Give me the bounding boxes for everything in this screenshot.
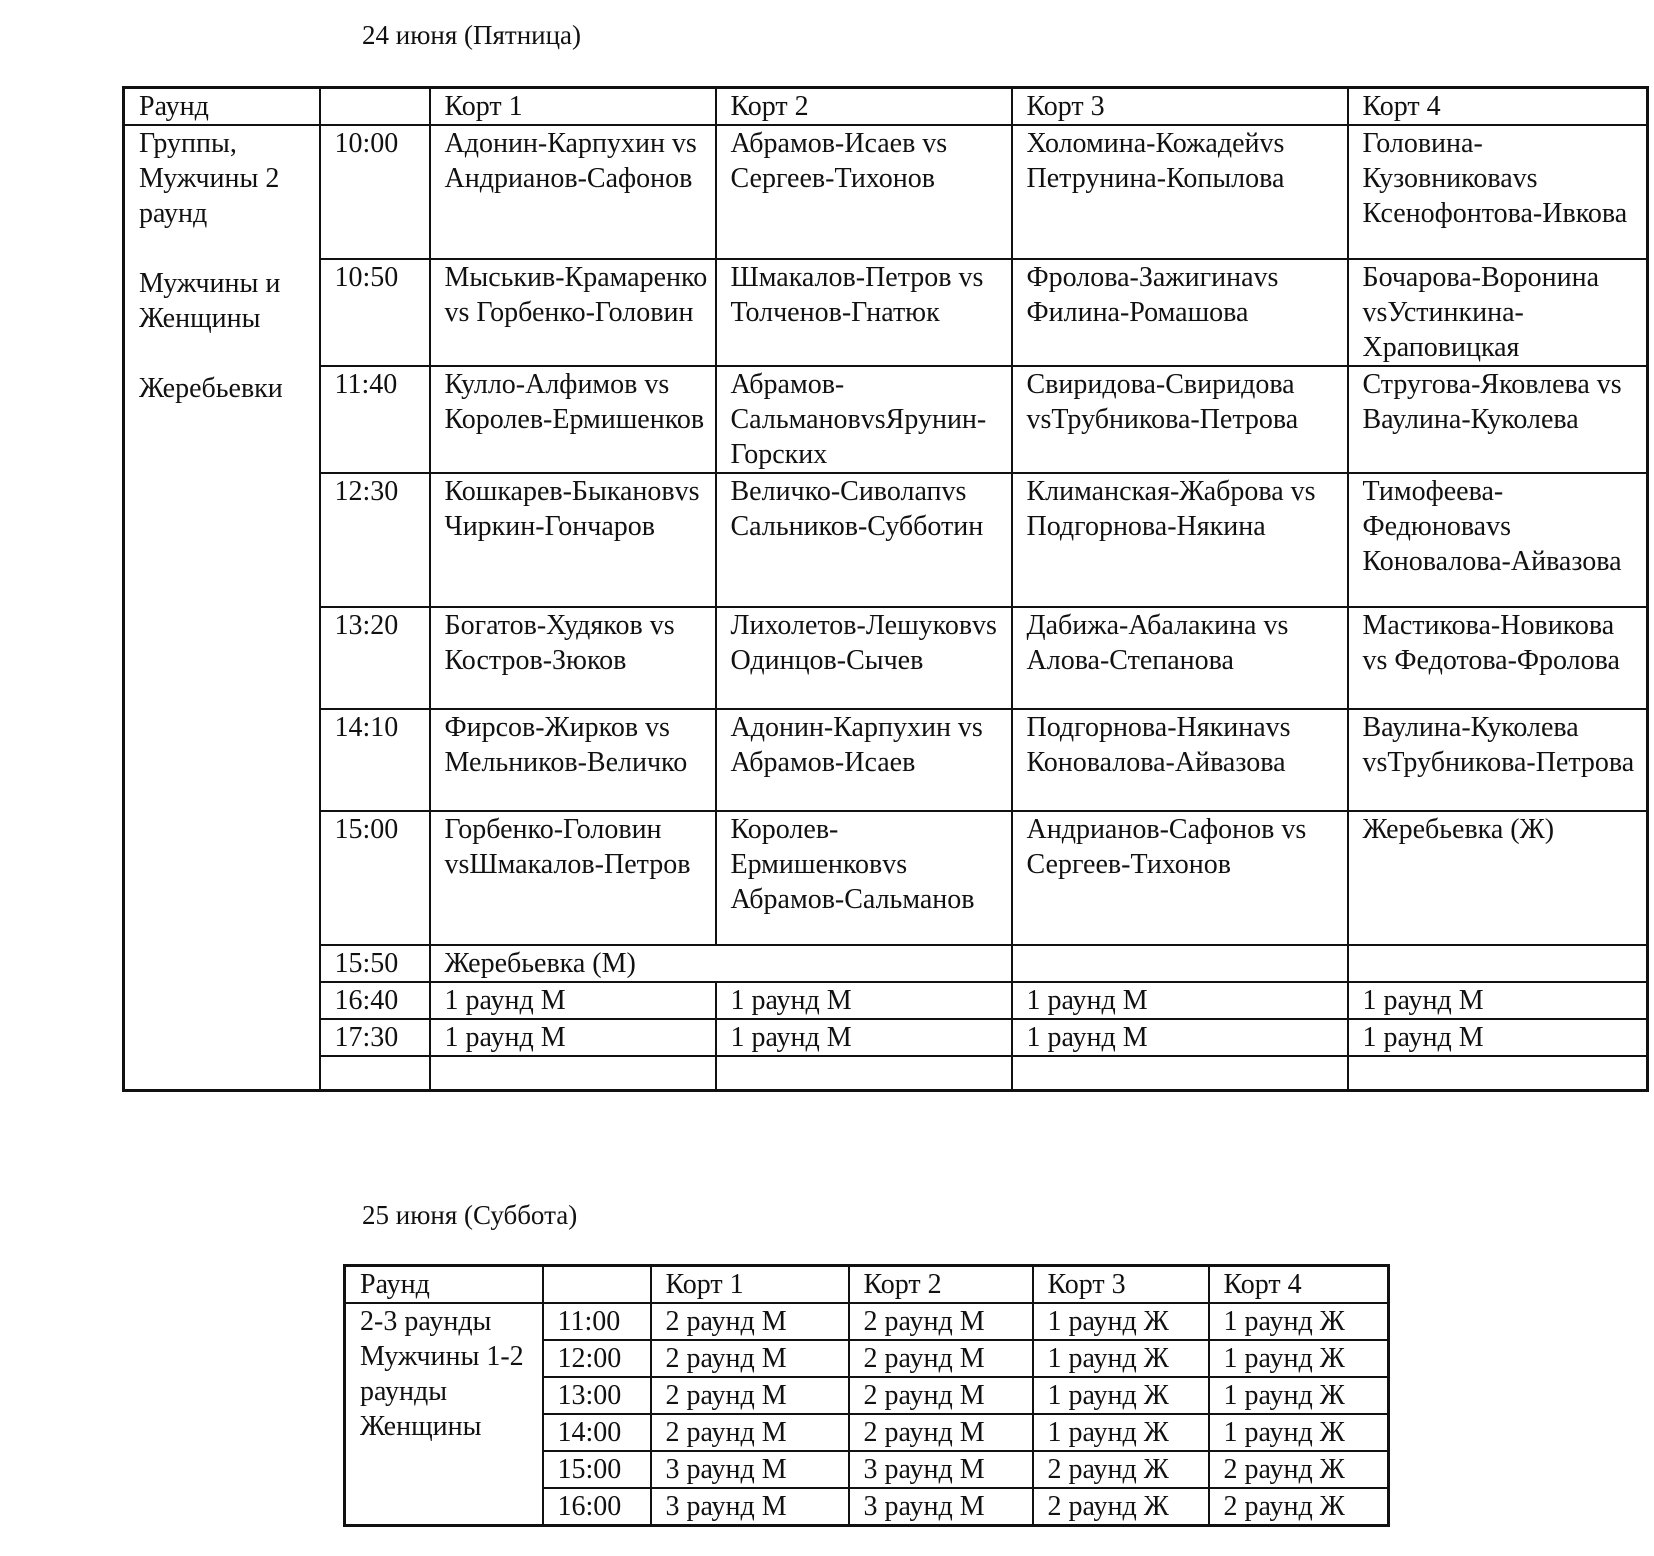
time-cell: 10:00 — [320, 125, 430, 259]
court-1-match: Кулло-Алфимов vs Королев-Ермишенков — [430, 366, 716, 473]
court-2-match: Абрамов-СальмановvsЯрунин-Горских — [716, 366, 1012, 473]
court-3-round: 1 раунд М — [1012, 982, 1348, 1019]
court-3-match: Свиридова-Свиридова vsТрубникова-Петрова — [1012, 366, 1348, 473]
time-cell: 13:00 — [543, 1377, 651, 1414]
header-court-4: Корт 4 — [1348, 88, 1648, 126]
court-4-match: Стругова-Яковлева vs Ваулина-Куколева — [1348, 366, 1648, 473]
time-cell: 16:00 — [543, 1488, 651, 1526]
table-row — [124, 982, 1648, 1019]
time-cell: 15:00 — [320, 811, 430, 945]
table-row — [345, 1303, 1389, 1340]
court-2-match: Королев-Ермишенковvs Абрамов-Сальманов — [716, 811, 1012, 945]
court-3-match: Подгорнова-Някинаvs Коновалова-Айвазова — [1012, 709, 1348, 811]
time-cell: 15:00 — [543, 1451, 651, 1488]
court-2-match: Лихолетов-Лешуковvs Одинцов-Сычев — [716, 607, 1012, 709]
table-row — [124, 1019, 1648, 1056]
court-1-round: 2 раунд М — [651, 1377, 849, 1414]
court-3-round: 1 раунд Ж — [1033, 1340, 1209, 1377]
time-cell: 17:30 — [320, 1019, 430, 1056]
day2-title: 25 июня (Суббота) — [362, 1200, 578, 1230]
court-1-match: Кошкарев-Быкановvs Чиркин-Гончаров — [430, 473, 716, 607]
court-4-round: 1 раунд Ж — [1209, 1340, 1389, 1377]
time-cell: 14:00 — [543, 1414, 651, 1451]
court-3-match: Климанская-Жаброва vs Подгорнова-Някина — [1012, 473, 1348, 607]
empty-cell — [430, 1056, 716, 1090]
court-3-round: 2 раунд Ж — [1033, 1488, 1209, 1526]
round-label-line-3: Жеребьевки — [139, 373, 283, 404]
header-court-2: Корт 2 — [716, 88, 1012, 126]
time-cell: 10:50 — [320, 259, 430, 366]
spacer — [139, 336, 319, 371]
round-label-line-2: Мужчины и Женщины — [139, 268, 281, 334]
court-4-round: 1 раунд М — [1348, 982, 1648, 1019]
court-3-match: Фролова-Зажигинаvs Филина-Ромашова — [1012, 259, 1348, 366]
day1-schedule-table — [122, 86, 1649, 1092]
header-row — [345, 1266, 1389, 1304]
time-cell: 16:40 — [320, 982, 430, 1019]
spacer — [139, 231, 319, 266]
court-2-round: 3 раунд М — [849, 1488, 1033, 1526]
header-court-3: Корт 3 — [1012, 88, 1348, 126]
court-2-round: 2 раунд М — [849, 1377, 1033, 1414]
time-cell: 15:50 — [320, 945, 430, 982]
court-4-match: Жеребьевка (Ж) — [1348, 811, 1648, 945]
court-1-match: Богатов-Худяков vs Костров-Зюков — [430, 607, 716, 709]
court-3-match: Холомина-Кожадейvs Петрунина-Копылова — [1012, 125, 1348, 259]
court-2-match: Абрамов-Исаев vs Сергеев-Тихонов — [716, 125, 1012, 259]
court-1-match: Горбенко-Головин vsШмакалов-Петров — [430, 811, 716, 945]
court-4-match: Бочарова-Воронина vsУстинкина-Храповицкая — [1348, 259, 1648, 366]
time-cell: 14:10 — [320, 709, 430, 811]
header-court-3: Корт 3 — [1033, 1266, 1209, 1304]
court-1-round: 2 раунд М — [651, 1414, 849, 1451]
court-4-round: 1 раунд М — [1348, 1019, 1648, 1056]
court-1-round: 2 раунд М — [651, 1303, 849, 1340]
court-3-match: Андрианов-Сафонов vs Сергеев-Тихонов — [1012, 811, 1348, 945]
header-row — [124, 88, 1648, 126]
court-3-round: 1 раунд Ж — [1033, 1377, 1209, 1414]
court-2-round: 1 раунд М — [716, 982, 1012, 1019]
round-label-cell: 2-3 раунды Мужчины 1-2 раунды Женщины — [345, 1303, 543, 1526]
time-cell: 13:20 — [320, 607, 430, 709]
court-1-match: Фирсов-Жирков vs Мельников-Величко — [430, 709, 716, 811]
court-1-round: 1 раунд М — [430, 1019, 716, 1056]
empty-cell — [1348, 1056, 1648, 1090]
draw-men-cell: Жеребьевка (М) — [430, 945, 1012, 982]
day2-schedule-table — [343, 1264, 1390, 1527]
court-3-match: Дабижа-Абалакина vs Алова-Степанова — [1012, 607, 1348, 709]
time-cell: 12:00 — [543, 1340, 651, 1377]
header-court-2: Корт 2 — [849, 1266, 1033, 1304]
header-time — [320, 88, 430, 126]
table-row — [124, 259, 1648, 366]
header-time — [543, 1266, 651, 1304]
court-2-match: Величко-Сиволапvs Сальников-Субботин — [716, 473, 1012, 607]
court-4-match: Головина-Кузовниковаvs Ксенофонтова-Ивкова — [1348, 125, 1648, 259]
court-2-match: Шмакалов-Петров vs Толченов-Гнатюк — [716, 259, 1012, 366]
table-row — [124, 366, 1648, 473]
court-1-round: 3 раунд М — [651, 1451, 849, 1488]
round-label-cell — [124, 125, 320, 1090]
court-2-round: 1 раунд М — [716, 1019, 1012, 1056]
round-label-line-1: Группы, Мужчины 2 раунд — [139, 128, 280, 229]
court-4-round: 1 раунд Ж — [1209, 1377, 1389, 1414]
header-court-4: Корт 4 — [1209, 1266, 1389, 1304]
court-4-round: 1 раунд Ж — [1209, 1414, 1389, 1451]
court-2-round: 2 раунд М — [849, 1340, 1033, 1377]
table-row — [124, 125, 1648, 259]
court-4-match: Ваулина-Куколева vsТрубникова-Петрова — [1348, 709, 1648, 811]
court-1-round: 2 раунд М — [651, 1340, 849, 1377]
time-cell: 11:00 — [543, 1303, 651, 1340]
court-3-round: 1 раунд М — [1012, 1019, 1348, 1056]
table-row — [124, 473, 1648, 607]
time-cell: 11:40 — [320, 366, 430, 473]
empty-cell — [1012, 945, 1348, 982]
court-1-match: Адонин-Карпухин vs Андрианов-Сафонов — [430, 125, 716, 259]
court-1-round: 3 раунд М — [651, 1488, 849, 1526]
table-row — [124, 607, 1648, 709]
table-row — [124, 945, 1648, 982]
empty-cell — [1348, 945, 1648, 982]
table-row — [124, 811, 1648, 945]
court-3-round: 1 раунд Ж — [1033, 1414, 1209, 1451]
court-1-match: Мыськив-Крамаренко vs Горбенко-Головин — [430, 259, 716, 366]
header-round: Раунд — [345, 1266, 543, 1304]
table-row — [124, 1056, 1648, 1090]
court-4-round: 2 раунд Ж — [1209, 1451, 1389, 1488]
court-4-round: 1 раунд Ж — [1209, 1303, 1389, 1340]
day1-title: 24 июня (Пятница) — [362, 20, 582, 50]
empty-cell — [1012, 1056, 1348, 1090]
court-4-match: Тимофеева-Федюноваvs Коновалова-Айвазова — [1348, 473, 1648, 607]
empty-cell — [320, 1056, 430, 1090]
court-2-round: 2 раунд М — [849, 1414, 1033, 1451]
header-round: Раунд — [124, 88, 320, 126]
court-3-round: 2 раунд Ж — [1033, 1451, 1209, 1488]
header-court-1: Корт 1 — [430, 88, 716, 126]
court-4-round: 2 раунд Ж — [1209, 1488, 1389, 1526]
court-2-round: 2 раунд М — [849, 1303, 1033, 1340]
time-cell: 12:30 — [320, 473, 430, 607]
table-row — [124, 709, 1648, 811]
header-court-1: Корт 1 — [651, 1266, 849, 1304]
court-2-match: Адонин-Карпухин vs Абрамов-Исаев — [716, 709, 1012, 811]
court-2-round: 3 раунд М — [849, 1451, 1033, 1488]
court-1-round: 1 раунд М — [430, 982, 716, 1019]
court-3-round: 1 раунд Ж — [1033, 1303, 1209, 1340]
court-4-match: Мастикова-Новикова vs Федотова-Фролова — [1348, 607, 1648, 709]
empty-cell — [716, 1056, 1012, 1090]
